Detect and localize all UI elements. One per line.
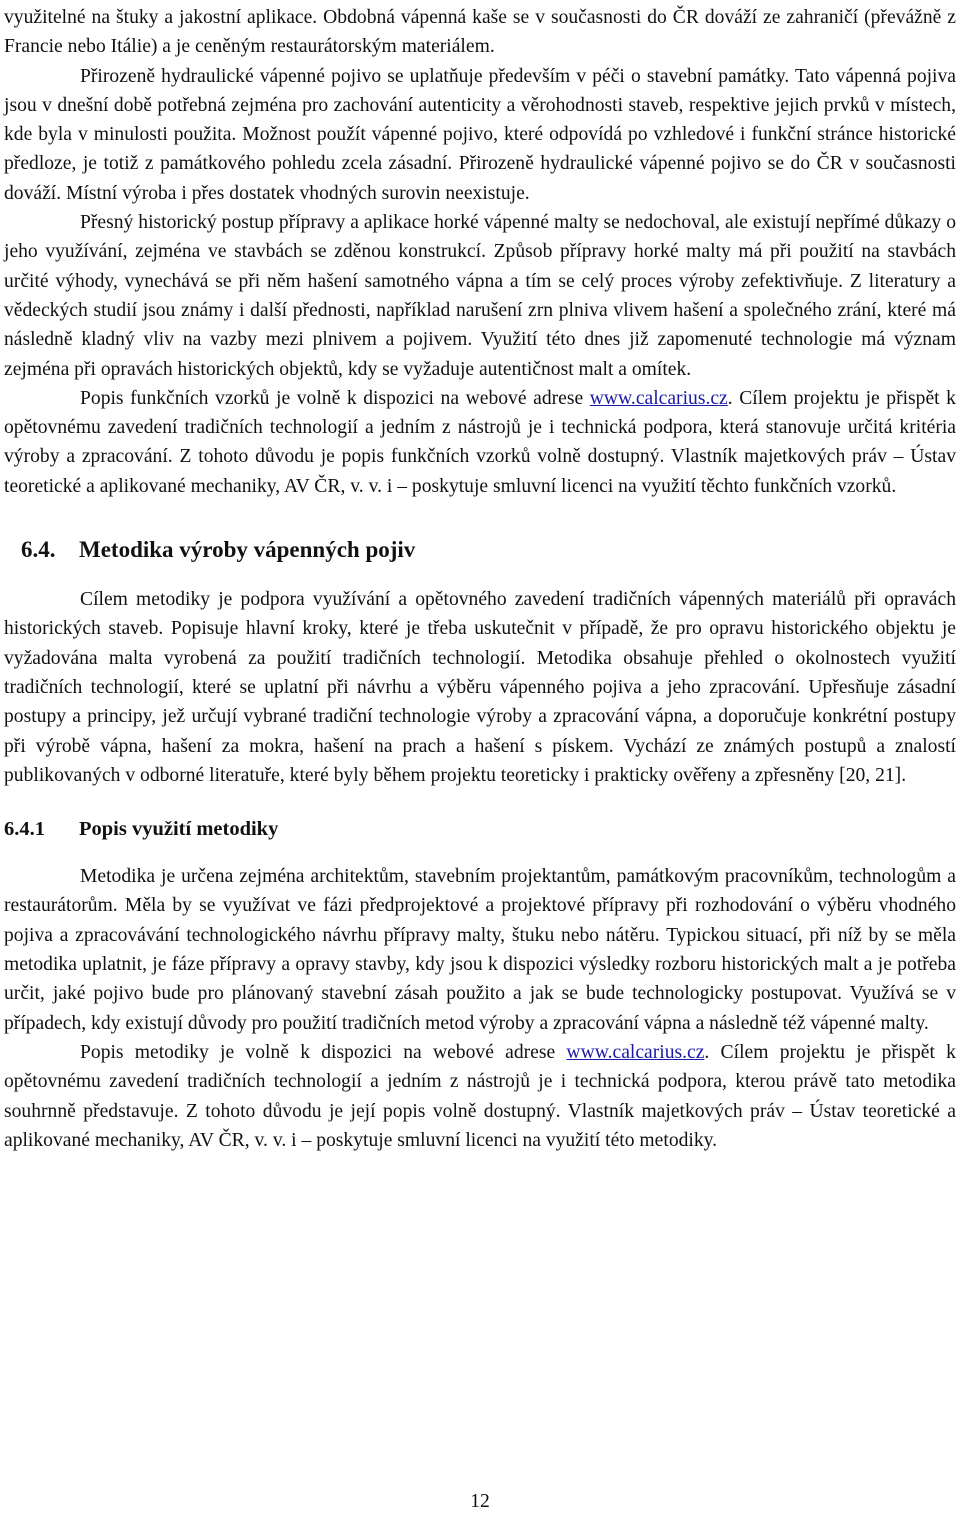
section-number: 6.4. <box>21 537 56 563</box>
section-title: Metodika výroby vápenných pojiv <box>79 537 416 563</box>
spacer <box>4 565 956 585</box>
page-number: 12 <box>470 1491 490 1512</box>
text-after-link: . Cílem projektu je přispět k opětovnému zavedení tradičních technologií a jedním z nástrojů je i technická podpora, kterou právě tato metodika souhrnně představuje. Z tohoto důvodu je její popis volně dostupný. Vlastník majetkových práv – Ústav teoretické a aplikované mechaniky, AV ČR, v. v. i – poskytuje smluvní licenci na využití této metodiky. <box>4 1041 956 1151</box>
calcarius-link[interactable]: www.calcarius.cz <box>566 1041 705 1063</box>
text-after-link: . Cílem projektu je přispět k opětovnému zavedení tradičních technologií a jedním z nástrojů je i technická podpora, která stanovuje určitá kritéria výroby a zpracování. Z tohoto důvodu je popis funkčních vzorků volně dostupný. Vlastník majetkových práv – Ústav teoretické a aplikované mechaniky, AV ČR, v. v. i – poskytuje smluvní licenci na využití těchto funkčních vzorků. <box>4 387 956 497</box>
paragraph-methodology-web <box>4 1038 956 1155</box>
section-heading <box>4 535 956 565</box>
paragraph-methodology-use: Metodika je určena zejména architektům, stavebním projektantům, památkovým pracovníkům, technologům a restaurátorům. Měla by se využívat ve fázi předprojektové a projektové přípravy při rozhodování o výběru vhodného pojiva a zpracovávání technologického návrhu přípravy malty, štuku nebo nátěru. Typickou situací, při níž by se měla metodika uplatnit, je fáze přípravy a opravy stavby, kdy jsou k dispozici výsledky rozboru historických malt a je potřeba určit, jaké pojivo bude pro plánovaný stavební zásah použito a jak se bude technologicky postupovat. Využívá se v případech, kdy existují důvody pro použití tradičních metod výroby a zpracování vápna a následně též vápenné malty. <box>4 866 956 1034</box>
paragraph-functional-samples-web <box>4 384 956 501</box>
paragraph-hydraulic-lime: Přirozeně hydraulické vápenné pojivo se uplatňuje především v péči o stavební památky. Tato vápenná pojiva jsou v dnešní době potřebná zejména pro zachování autenticity a věrohodnosti staveb, respektive jejich prvků v místech, kde byla v minulosti použita. Možnost použít vápenné pojivo, které odpovídá po vzhledové i funkční stránce historické předloze, je totiž z památkového pohledu zcela zásadní. Přirozeně hydraulické vápenné pojivo se do ČR v současnosti dováží. Místní výroba i přes dostatek vhodných surovin neexistuje. <box>4 65 956 204</box>
text-before-link: Popis funkčních vzorků je volně k dispozici na webové adrese <box>80 387 590 409</box>
spacer <box>4 844 956 862</box>
paragraph-hot-lime-mortar: Přesný historický postup přípravy a aplikace horké vápenné malty se nedochoval, ale existují nepřímé důkazy o jeho využívání, zejména ve stavbách se zděnou konstrukcí. Způsob přípravy horké malty má při použití na stavbách určité výhody, vynechává se při něm hašení samotného vápna a tím se celý proces výroby zefektivňuje. Z literatury a vědeckých studií jsou známy i další přednosti, například narušení zrn plniva vlivem hašení a společného zrání, které má následně kladný vliv na vazby mezi plnivem a pojivem. Využití této dnes již zapomenuté technologie má význam zejména při opravách historických objektů, kdy se vyžaduje autentičnost malt a omítek. <box>4 212 956 380</box>
spacer <box>4 501 956 535</box>
text-before-link: Popis metodiky je volně k dispozici na webové adrese <box>80 1041 567 1063</box>
subsection-heading <box>4 814 956 844</box>
subsection-number: 6.4.1 <box>4 818 45 841</box>
spacer <box>4 790 956 814</box>
subsection-title: Popis využití metodiky <box>79 818 279 841</box>
paragraph-methodology-goal: Cílem metodiky je podpora využívání a opětovného zavedení tradičních vápenných materiálů při opravách historických staveb. Popisuje hlavní kroky, které je třeba uskutečnit v případě, že pro opravu historického objektu je vyžadována malta vyrobená za použití tradičních technologií. Metodika obsahuje přehled o okolnostech využití tradičních technologií, které se uplatní při návrhu a výběru vápenného pojiva a jeho zpracování. Upřesňuje zásadní postupy a principy, jež určují vybrané tradiční technologie výroby a zpracování vápna, a doporučuje konkrétní postupy při výrobě vápna, hašení za mokra, hašení na prach a hašení s pískem. Vychází ze známých postupů a znalostí publikovaných v odborné literatuře, které byly během projektu teoreticky i prakticky ověřeny a zpřesněny [20, 21]. <box>4 589 956 786</box>
document-page <box>4 3 956 1155</box>
calcarius-link[interactable]: www.calcarius.cz <box>589 387 728 409</box>
paragraph-lime-putty-import: využitelné na štuky a jakostní aplikace. Obdobná vápenná kaše se v současnosti do ČR dováží ze zahraničí (převážně z Francie nebo Itálie) a je ceněným restaurátorským materiálem. <box>4 7 956 58</box>
